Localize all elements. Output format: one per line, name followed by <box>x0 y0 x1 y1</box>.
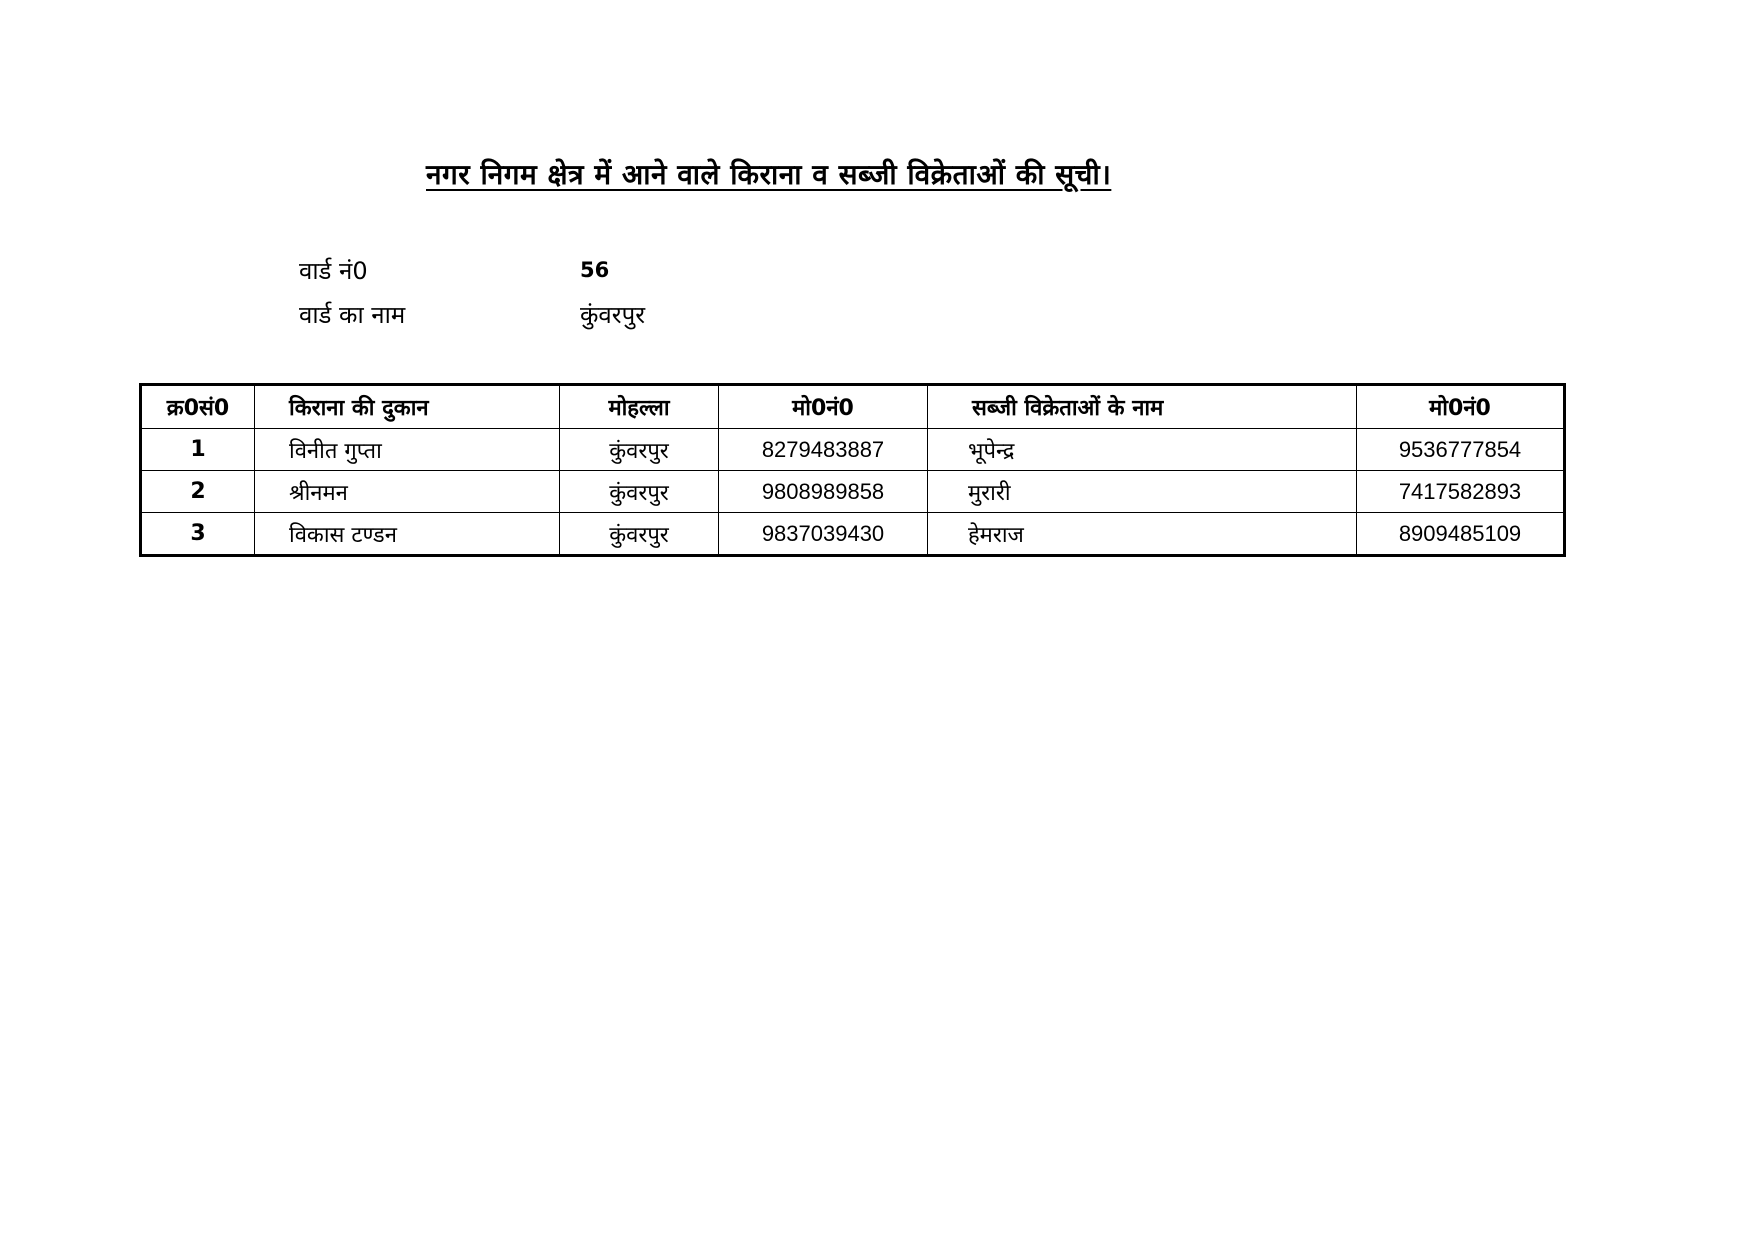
vendor-table <box>139 383 1566 557</box>
cell-vegetable-vendor: भूपेन्द्र <box>928 429 1357 471</box>
header-vendor-mobile: मो0नं0 <box>1357 385 1565 429</box>
ward-name-value: कुंवरपुर <box>580 301 646 329</box>
table-row <box>141 513 1565 556</box>
document-title: नगर निगम क्षेत्र में आने वाले किराना व सब्जी विक्रेताओं की सूची। <box>426 158 1112 191</box>
cell-locality: कुंवरपुर <box>560 513 719 556</box>
cell-grocery-shop: श्रीनमन <box>255 471 560 513</box>
header-locality: मोहल्ला <box>560 385 719 429</box>
table-body <box>141 429 1565 556</box>
cell-grocery-shop: विनीत गुप्ता <box>255 429 560 471</box>
header-vegetable-vendor: सब्जी विक्रेताओं के नाम <box>928 385 1357 429</box>
cell-serial-number: 1 <box>141 429 255 471</box>
cell-shop-mobile: 9837039430 <box>719 513 928 556</box>
cell-vegetable-vendor: मुरारी <box>928 471 1357 513</box>
header-shop-mobile: मो0नं0 <box>719 385 928 429</box>
cell-shop-mobile: 8279483887 <box>719 429 928 471</box>
ward-number-label: वार्ड नं0 <box>299 257 368 285</box>
cell-shop-mobile: 9808989858 <box>719 471 928 513</box>
cell-serial-number: 2 <box>141 471 255 513</box>
table-row <box>141 471 1565 513</box>
cell-locality: कुंवरपुर <box>560 429 719 471</box>
table-header <box>141 385 1565 429</box>
cell-locality: कुंवरपुर <box>560 471 719 513</box>
ward-number-value: 56 <box>580 258 610 282</box>
header-grocery-shop: किराना की दुकान <box>255 385 560 429</box>
cell-vegetable-vendor: हेमराज <box>928 513 1357 556</box>
cell-vendor-mobile: 8909485109 <box>1357 513 1565 556</box>
table-row <box>141 429 1565 471</box>
cell-grocery-shop: विकास टण्डन <box>255 513 560 556</box>
cell-vendor-mobile: 7417582893 <box>1357 471 1565 513</box>
header-serial-number: क्र0सं0 <box>141 385 255 429</box>
ward-name-label: वार्ड का नाम <box>299 301 406 329</box>
cell-vendor-mobile: 9536777854 <box>1357 429 1565 471</box>
cell-serial-number: 3 <box>141 513 255 556</box>
header-row <box>141 385 1565 429</box>
